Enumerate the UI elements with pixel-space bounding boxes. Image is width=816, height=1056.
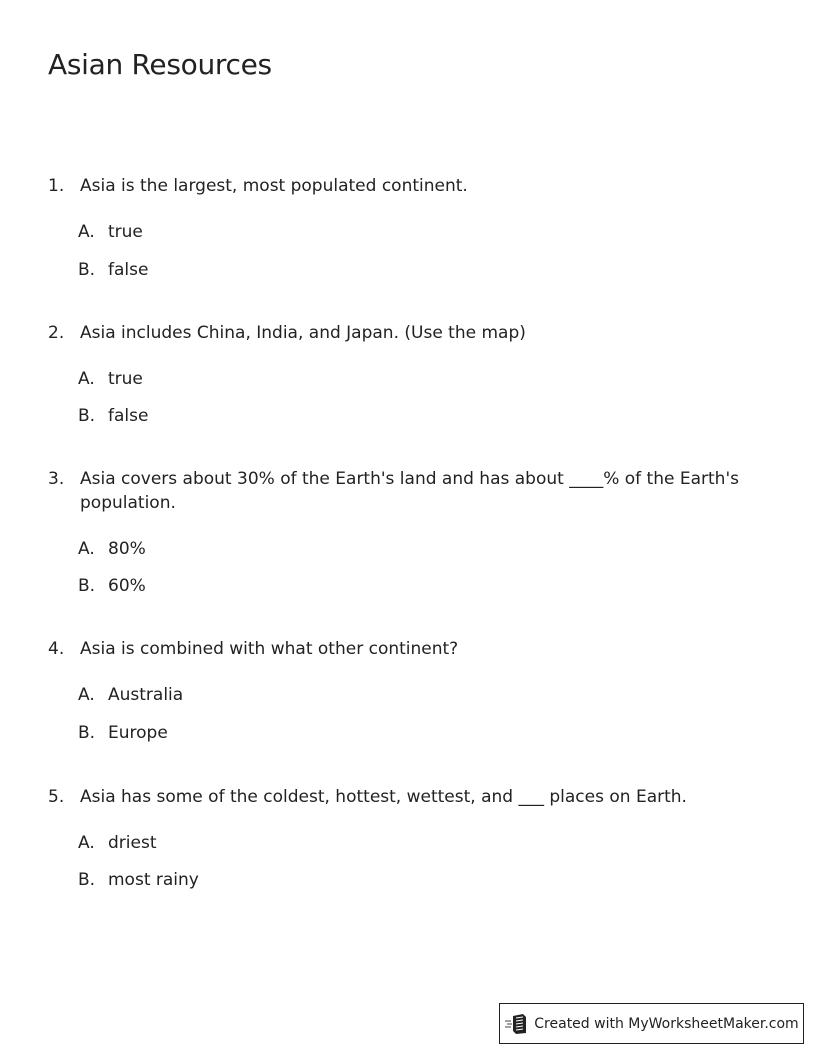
question-number: 3. bbox=[48, 469, 65, 489]
footer-badge[interactable] bbox=[499, 1003, 804, 1044]
option-letter: A. bbox=[78, 833, 95, 853]
option-text: Europe bbox=[108, 723, 168, 743]
question-text: Asia covers about 30% of the Earth's land and has about ____% of the Earth's population. bbox=[80, 469, 739, 513]
question-1 bbox=[48, 174, 788, 282]
question-2 bbox=[48, 321, 788, 428]
option-letter: A. bbox=[78, 222, 95, 242]
option-letter: B. bbox=[78, 870, 96, 890]
option-text: true bbox=[108, 369, 143, 389]
question-number: 4. bbox=[48, 639, 65, 659]
option-letter: B. bbox=[78, 723, 96, 743]
option-a bbox=[78, 683, 788, 707]
question-text: Asia has some of the coldest, hottest, wettest, and ___ places on Earth. bbox=[80, 787, 687, 807]
option-letter: A. bbox=[78, 539, 95, 559]
question-5 bbox=[48, 785, 788, 892]
question-4 bbox=[48, 637, 788, 745]
question-number: 2. bbox=[48, 323, 65, 343]
option-text: Australia bbox=[108, 685, 184, 705]
option-letter: A. bbox=[78, 369, 95, 389]
question-text: Asia includes China, India, and Japan. (Use the map) bbox=[80, 323, 526, 343]
footer-text: Created with MyWorksheetMaker.com bbox=[534, 1015, 799, 1032]
worksheet-title: Asian Resources bbox=[48, 48, 272, 81]
option-a bbox=[78, 537, 788, 561]
option-text: false bbox=[108, 260, 149, 280]
option-a bbox=[78, 367, 788, 391]
option-b bbox=[78, 404, 788, 428]
question-text: Asia is the largest, most populated continent. bbox=[80, 176, 468, 196]
question-number: 1. bbox=[48, 176, 65, 196]
option-letter: B. bbox=[78, 406, 96, 426]
question-3 bbox=[48, 467, 788, 598]
question-number: 5. bbox=[48, 787, 65, 807]
option-letter: A. bbox=[78, 685, 95, 705]
question-text: Asia is combined with what other continent? bbox=[80, 639, 459, 659]
option-a bbox=[78, 220, 788, 244]
option-b bbox=[78, 574, 788, 598]
option-text: 80% bbox=[108, 539, 146, 559]
option-text: most rainy bbox=[108, 870, 199, 890]
option-b bbox=[78, 258, 788, 282]
option-b bbox=[78, 721, 788, 745]
option-text: true bbox=[108, 222, 143, 242]
worksheet-maker-logo-icon bbox=[504, 1013, 528, 1035]
option-b bbox=[78, 868, 788, 892]
option-text: false bbox=[108, 406, 149, 426]
option-letter: B. bbox=[78, 260, 96, 280]
option-a bbox=[78, 831, 788, 855]
option-text: driest bbox=[108, 833, 157, 853]
option-text: 60% bbox=[108, 576, 146, 596]
option-letter: B. bbox=[78, 576, 96, 596]
